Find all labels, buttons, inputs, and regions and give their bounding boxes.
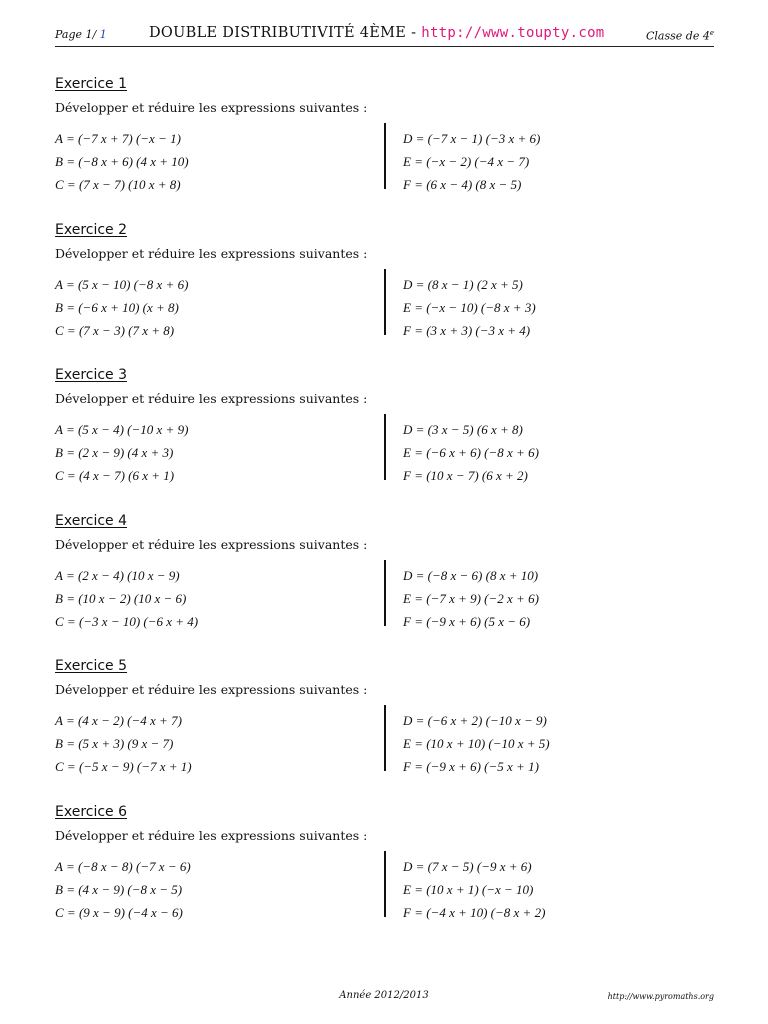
exercise-instruction: Développer et réduire les expressions suivantes : xyxy=(55,246,368,261)
exercise-instruction: Développer et réduire les expressions suivantes : xyxy=(55,682,368,697)
expressions-left xyxy=(55,273,375,342)
expression-f: F = (−9 x + 6) (−5 x + 1) xyxy=(403,759,539,774)
expression-b: B = (10 x − 2) (10 x − 6) xyxy=(55,591,187,606)
expression-a: A = (5 x − 10) (−8 x + 6) xyxy=(55,277,189,292)
expression-d: D = (3 x − 5) (6 x + 8) xyxy=(403,422,523,437)
exercise-title: Exercice 3 xyxy=(55,367,128,383)
expressions-right xyxy=(403,855,703,924)
expression-e: E = (−7 x + 9) (−2 x + 6) xyxy=(403,591,539,606)
expression-a: A = (−7 x + 7) (−x − 1) xyxy=(55,131,181,146)
expression-c: C = (4 x − 7) (6 x + 1) xyxy=(55,468,175,483)
title-link[interactable]: http://www.toupty.com xyxy=(421,25,605,41)
page-number xyxy=(55,28,107,41)
footer-url[interactable]: http://www.pyromaths.org xyxy=(607,992,714,1001)
exercise-instruction: Développer et réduire les expressions suivantes : xyxy=(55,828,368,843)
exercise-5 xyxy=(55,658,715,788)
expression-c: C = (7 x − 7) (10 x + 8) xyxy=(55,177,181,192)
page-label: Page 1/ xyxy=(55,28,97,41)
expression-b: B = (−8 x + 6) (4 x + 10) xyxy=(55,154,189,169)
expressions-left xyxy=(55,855,375,924)
expressions-right xyxy=(403,418,703,487)
footer-year: Année 2012/2013 xyxy=(339,990,429,1001)
exercise-3 xyxy=(55,367,715,497)
column-divider xyxy=(384,123,386,189)
expression-e: E = (10 x + 10) (−10 x + 5) xyxy=(403,736,550,751)
expression-b: B = (5 x + 3) (9 x − 7) xyxy=(55,736,174,751)
expression-b: B = (2 x − 9) (4 x + 3) xyxy=(55,445,174,460)
exercise-title: Exercice 5 xyxy=(55,658,128,674)
class-level xyxy=(646,29,714,43)
expression-c: C = (−5 x − 9) (−7 x + 1) xyxy=(55,759,192,774)
exercise-title: Exercice 2 xyxy=(55,222,128,238)
expressions-right xyxy=(403,273,703,342)
expression-a: A = (2 x − 4) (10 x − 9) xyxy=(55,568,180,583)
expressions-right xyxy=(403,127,703,196)
expressions-left xyxy=(55,418,375,487)
expression-e: E = (−x − 2) (−4 x − 7) xyxy=(403,154,530,169)
expression-f: F = (3 x + 3) (−3 x + 4) xyxy=(403,323,531,338)
expressions-left xyxy=(55,564,375,633)
exercise-instruction: Développer et réduire les expressions suivantes : xyxy=(55,391,368,406)
expression-d: D = (−7 x − 1) (−3 x + 6) xyxy=(403,131,541,146)
page-total-link[interactable]: 1 xyxy=(99,28,107,41)
expression-a: A = (5 x − 4) (−10 x + 9) xyxy=(55,422,189,437)
class-text: Classe de 4 xyxy=(646,29,710,43)
document-title xyxy=(149,25,605,41)
column-divider xyxy=(384,414,386,480)
expressions-right xyxy=(403,709,703,778)
exercise-6 xyxy=(55,804,715,934)
expression-a: A = (−8 x − 8) (−7 x − 6) xyxy=(55,859,191,874)
expression-d: D = (−6 x + 2) (−10 x − 9) xyxy=(403,713,547,728)
exercise-1 xyxy=(55,76,715,206)
exercise-instruction: Développer et réduire les expressions suivantes : xyxy=(55,537,368,552)
expression-e: E = (−x − 10) (−8 x + 3) xyxy=(403,300,536,315)
column-divider xyxy=(384,560,386,626)
expression-b: B = (−6 x + 10) (x + 8) xyxy=(55,300,179,315)
class-sup: e xyxy=(709,29,714,37)
expression-f: F = (6 x − 4) (8 x − 5) xyxy=(403,177,522,192)
expression-d: D = (8 x − 1) (2 x + 5) xyxy=(403,277,523,292)
expression-e: E = (10 x + 1) (−x − 10) xyxy=(403,882,534,897)
expression-f: F = (10 x − 7) (6 x + 2) xyxy=(403,468,528,483)
expression-f: F = (−9 x + 6) (5 x − 6) xyxy=(403,614,531,629)
exercise-title: Exercice 1 xyxy=(55,76,128,92)
title-text: DOUBLE DISTRIBUTIVITÉ 4ÈME - xyxy=(149,25,422,41)
column-divider xyxy=(384,851,386,917)
page-header xyxy=(55,24,714,47)
expression-f: F = (−4 x + 10) (−8 x + 2) xyxy=(403,905,546,920)
exercise-2 xyxy=(55,222,715,352)
expression-c: C = (−3 x − 10) (−6 x + 4) xyxy=(55,614,199,629)
expression-e: E = (−6 x + 6) (−8 x + 6) xyxy=(403,445,539,460)
expressions-left xyxy=(55,709,375,778)
expression-d: D = (7 x − 5) (−9 x + 6) xyxy=(403,859,532,874)
column-divider xyxy=(384,269,386,335)
expression-d: D = (−8 x − 6) (8 x + 10) xyxy=(403,568,539,583)
expressions-left xyxy=(55,127,375,196)
exercise-4 xyxy=(55,513,715,643)
expression-c: C = (9 x − 9) (−4 x − 6) xyxy=(55,905,183,920)
exercise-instruction: Développer et réduire les expressions suivantes : xyxy=(55,100,368,115)
column-divider xyxy=(384,705,386,771)
expression-c: C = (7 x − 3) (7 x + 8) xyxy=(55,323,175,338)
exercise-title: Exercice 4 xyxy=(55,513,128,529)
expressions-right xyxy=(403,564,703,633)
expression-b: B = (4 x − 9) (−8 x − 5) xyxy=(55,882,183,897)
exercise-title: Exercice 6 xyxy=(55,804,128,820)
expression-a: A = (4 x − 2) (−4 x + 7) xyxy=(55,713,182,728)
